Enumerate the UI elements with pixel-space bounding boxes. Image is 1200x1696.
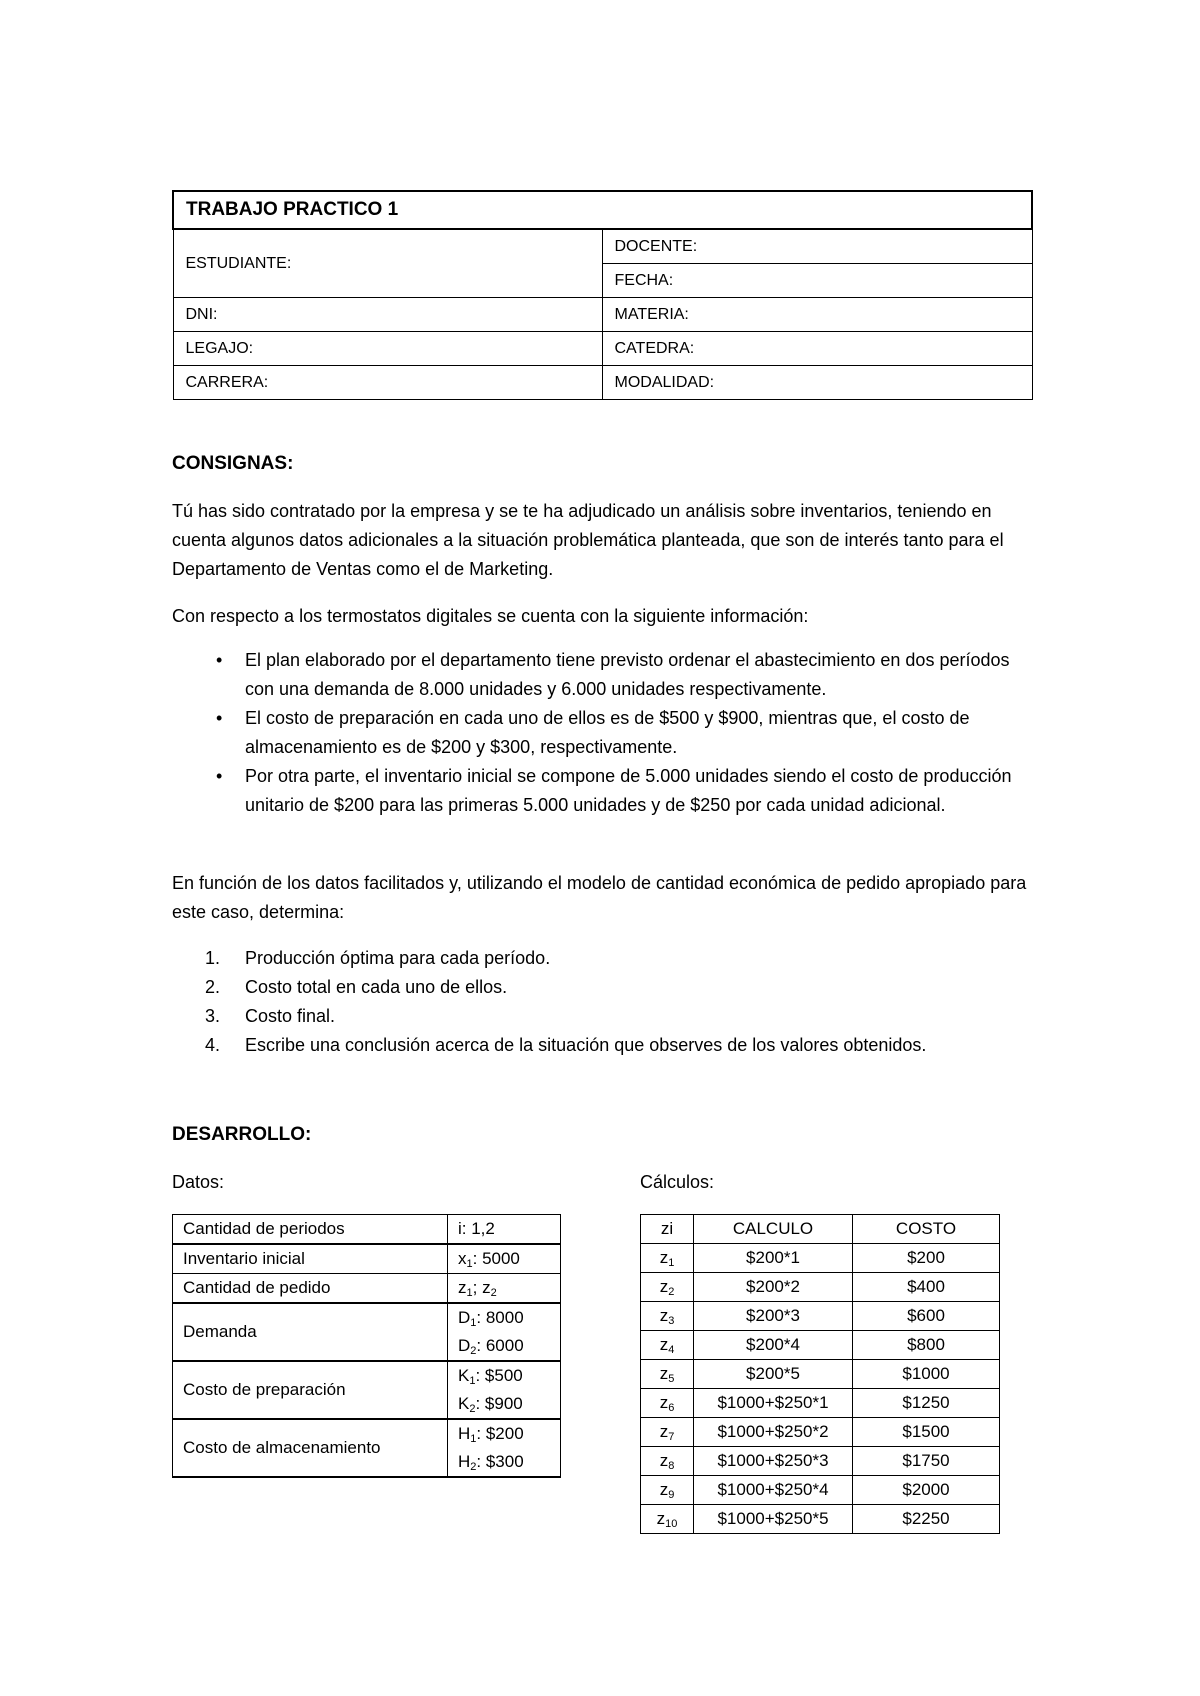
funcion-paragraph: En función de los datos facilitados y, utilizando el modelo de cantidad económica de pedido apropiado para este caso, determina: — [172, 873, 1027, 922]
table-row: $K_2$: $900 — [173, 1390, 561, 1419]
intro-paragraph: Tú has sido contratado por la empresa y se te ha adjudicado un análisis sobre inventarios, teniendo en cuenta algunos datos adicionales a la situación problemática planteada, que son de interés tanto para el Departamento de Ventas como el de Marketing. — [172, 501, 1004, 579]
bullet-icon: • — [216, 766, 223, 786]
datos-label: Datos: — [172, 1172, 225, 1192]
list-item: 4. Escribe una conclusión acerca de la situación que observes de los valores obtenidos. — [205, 1035, 927, 1055]
table-row: $z_3$ $200*3 $600 — [641, 1302, 1000, 1331]
consignas-title: CONSIGNAS: — [172, 453, 294, 474]
table-header-row — [641, 1215, 1000, 1244]
info-bullet-list — [172, 646, 1042, 820]
legajo-field: LEGAJO: — [173, 332, 602, 366]
table-row: $z_1$ $200*1 $200 — [641, 1244, 1000, 1273]
modalidad-field: MODALIDAD: — [602, 366, 1032, 400]
table-row: $z_5$ $200*5 $1000 — [641, 1360, 1000, 1389]
list-item: 2. Costo total en cada uno de ellos. — [205, 977, 508, 997]
table-row: $z_7$ $1000+$250*2 $1500 — [641, 1418, 1000, 1447]
column-header: zi — [641, 1215, 694, 1244]
estudiante-field: ESTUDIANTE: — [173, 229, 602, 298]
list-item: 3. Costo final. — [205, 1006, 336, 1026]
tasks-numbered-list — [172, 944, 1072, 1060]
list-item: • El costo de preparación en cada uno de ellos es de $500 y $900, mientras que, el costo de almacenamiento es de $200 y $300, respectivamente. — [172, 704, 1042, 762]
table-row: $z_{10}$ $1000+$250*5 $2250 — [641, 1505, 1000, 1534]
bullet-icon: • — [216, 650, 223, 670]
calculos-label: Cálculos: — [640, 1172, 715, 1192]
table-row: $z_9$ $1000+$250*4 $2000 — [641, 1476, 1000, 1505]
table-row: Costo de preparación $K_1$: $500 — [173, 1361, 561, 1390]
table-row: $z_6$ $1000+$250*1 $1250 — [641, 1389, 1000, 1418]
column-header: CALCULO — [694, 1215, 853, 1244]
list-item: • El plan elaborado por el departamento tiene previsto ordenar el abastecimiento en dos períodos con una demanda de 8.000 unidades y 6.000 unidades respectivamente. — [172, 646, 1042, 704]
calculos-table — [640, 1214, 1000, 1534]
list-item: • Por otra parte, el inventario inicial se compone de 5.000 unidades siendo el costo de producción unitario de $200 para las primeras 5.000 unidades y de $250 por cada unidad adicional. — [172, 762, 1042, 820]
fecha-field: FECHA: — [602, 264, 1032, 298]
document-title: TRABAJO PRACTICO 1 — [173, 191, 1032, 229]
docente-field: DOCENTE: — [602, 229, 1032, 264]
table-row: $z_8$ $1000+$250*3 $1750 — [641, 1447, 1000, 1476]
table-row: $z_2$ $200*2 $400 — [641, 1273, 1000, 1302]
table-row: $H_2$: $300 — [173, 1448, 561, 1477]
dni-field: DNI: — [173, 298, 602, 332]
datos-table — [172, 1214, 561, 1478]
carrera-field: CARRERA: — [173, 366, 602, 400]
table-row: Costo de almacenamiento $H_1$: $200 — [173, 1419, 561, 1448]
header-table — [172, 190, 1033, 400]
materia-field: MATERIA: — [602, 298, 1032, 332]
list-item: 1. Producción óptima para cada período. — [205, 948, 551, 968]
termostatos-paragraph: Con respecto a los termostatos digitales se cuenta con la siguiente información: — [172, 606, 809, 626]
table-row: Inventario inicial $x_1$: 5000 — [173, 1244, 561, 1274]
catedra-field: CATEDRA: — [602, 332, 1032, 366]
desarrollo-title: DESARROLLO: — [172, 1124, 312, 1145]
column-header: COSTO — [853, 1215, 1000, 1244]
table-row: Cantidad de pedido $z_1$; $z_2$ — [173, 1274, 561, 1304]
table-row: $D_2$: 6000 — [173, 1332, 561, 1361]
table-row: Cantidad de periodos i: 1,2 — [173, 1215, 561, 1245]
table-row: $z_4$ $200*4 $800 — [641, 1331, 1000, 1360]
table-row: Demanda $D_1$: 8000 — [173, 1303, 561, 1332]
bullet-icon: • — [216, 708, 223, 728]
